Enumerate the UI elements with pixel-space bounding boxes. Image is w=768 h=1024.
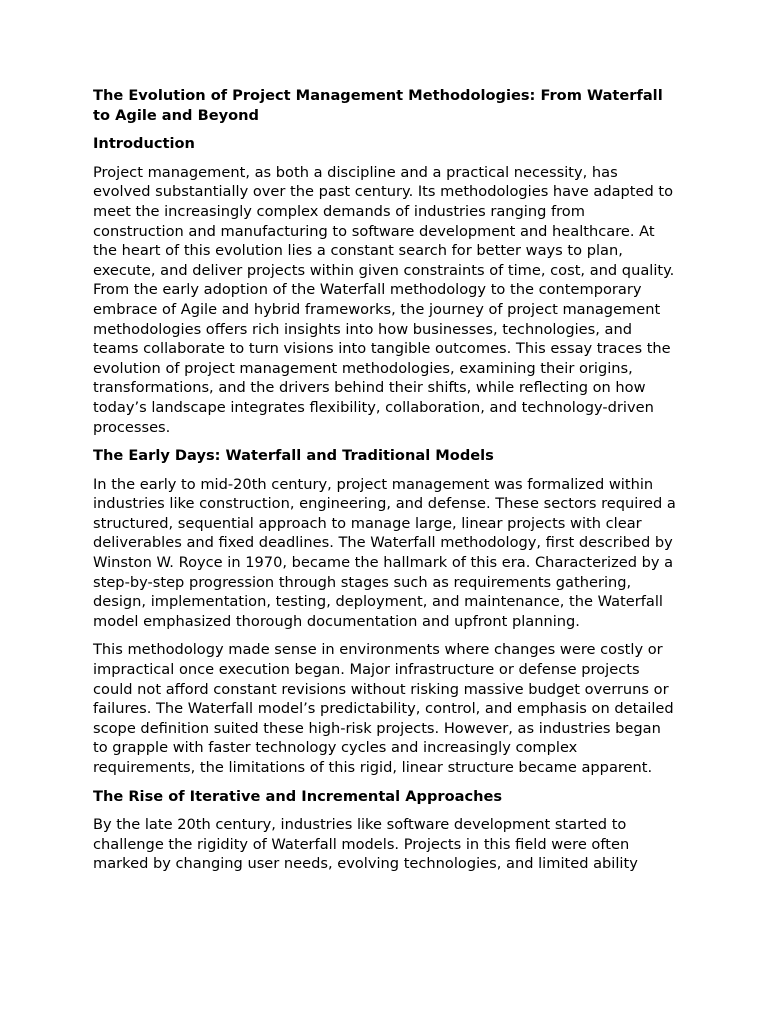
document-title: The Evolution of Project Management Methodologies: From Waterfall to Agile and Beyond	[93, 87, 663, 124]
section-heading-early-days: The Early Days: Waterfall and Traditional Models	[93, 447, 494, 465]
section-heading-iterative: The Rise of Iterative and Incremental Approaches	[93, 787, 503, 805]
paragraph: Project management, as both a discipline and a practical necessity, has evolved substantially over the past century. Its methodologies have adapted to meet the increasingly complex demands of industries ranging from construction and manufacturing to software development and healthcare. At the heart of this evolution lies a constant search for better ways to plan, execute, and deliver projects within given constraints of time, cost, and quality. From the early adoption of the Waterfall methodology to the contemporary embrace of Agile and hybrid frameworks, the journey of project management methodologies offers rich insights into how businesses, technologies, and teams collaborate to turn visions into tangible outcomes. This essay traces the evolution of project management methodologies, examining their origins, transformations, and the drivers behind their shifts, while reflecting on how today’s landscape integrates flexibility, collaboration, and technology-driven processes.	[93, 163, 675, 436]
paragraph: By the late 20th century, industries like software development started to challenge the rigidity of Waterfall models. Projects in this field were often marked by changing user needs, evolving technologies, and limited ability	[93, 816, 638, 873]
section-heading-introduction: Introduction	[93, 135, 195, 153]
document-page	[93, 86, 678, 883]
paragraph: In the early to mid-20th century, project management was formalized within industries like construction, engineering, and defense. These sectors required a structured, sequential approach to manage large, linear projects with clear deliverables and fixed deadlines. The Waterfall methodology, first described by Winston W. Royce in 1970, became the hallmark of this era. Characterized by a step-by-step progression through stages such as requirements gathering, design, implementation, testing, deployment, and maintenance, the Waterfall model emphasized thorough documentation and upfront planning.	[93, 475, 676, 630]
paragraph: This methodology made sense in environments where changes were costly or impractical once execution began. Major infrastructure or defense projects could not afford constant revisions without risking massive budget overruns or failures. The Waterfall model’s predictability, control, and emphasis on detailed scope definition suited these high-risk projects. However, as industries began to grapple with faster technology cycles and increasingly complex requirements, the limitations of this rigid, linear structure became apparent.	[93, 641, 674, 776]
